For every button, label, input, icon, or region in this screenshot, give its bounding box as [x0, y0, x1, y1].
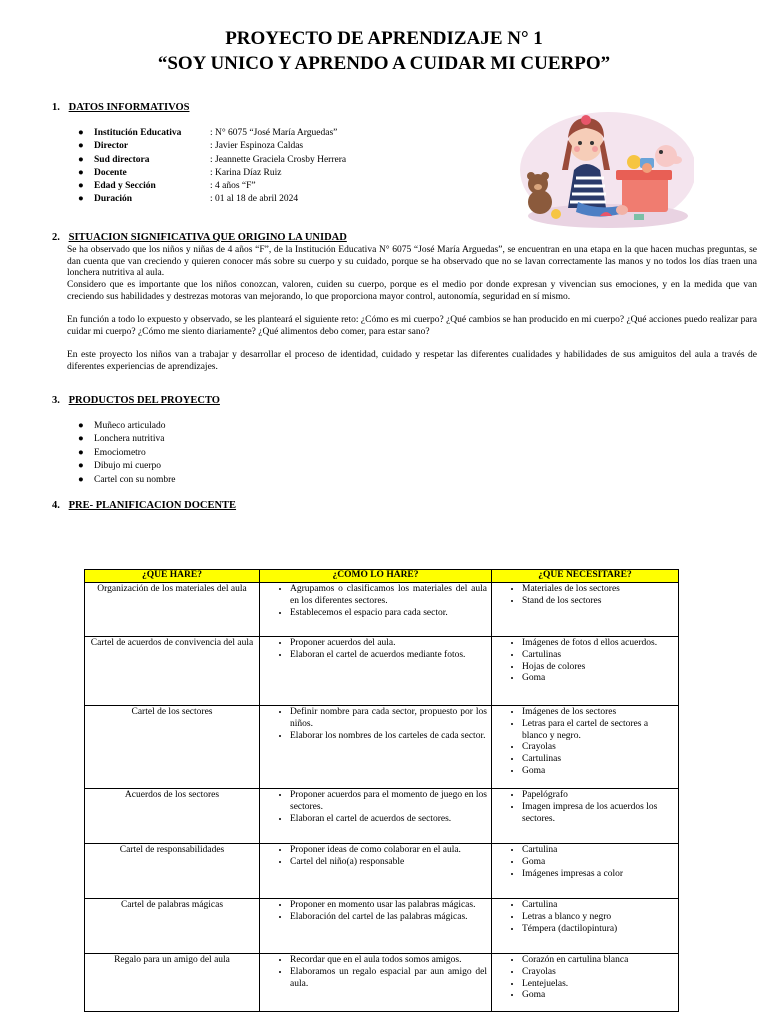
need-item: • Imágenes impresas a color	[522, 869, 674, 881]
table-row	[85, 899, 679, 954]
product-item	[78, 460, 176, 473]
how-cell	[260, 789, 492, 844]
section-4-label: PRE- PLANIFICACION DOCENTE	[68, 500, 237, 511]
section-3-label: PRODUCTOS DEL PROYECTO	[68, 395, 220, 406]
what-cell: Regalo para un amigo del aula	[85, 954, 260, 1012]
section-3-number: 3.	[52, 395, 60, 406]
info-value: : N° 6075 “José María Arguedas”	[210, 128, 338, 138]
info-label: Docente	[94, 167, 127, 178]
info-row	[78, 127, 346, 140]
info-row	[78, 193, 346, 206]
need-cell	[492, 706, 679, 789]
need-item: • Lentejuelas.	[522, 979, 674, 991]
need-cell	[492, 844, 679, 899]
header-need: ¿QUE NECESITARE?	[492, 570, 679, 583]
section-2-number: 2.	[52, 232, 60, 243]
bullet-icon: ●	[78, 421, 84, 431]
need-item: • Goma	[522, 766, 674, 778]
section-1-heading	[52, 102, 189, 113]
need-item: • Stand de los sectores	[522, 596, 674, 608]
need-item: • Cartulina	[522, 845, 674, 857]
info-value: : Karina Díaz Ruiz	[210, 167, 282, 178]
info-label: Sud directora	[94, 154, 150, 165]
how-item: • Agrupamos o clasificamos los materiales del aula en los diferentes sectores.	[290, 584, 487, 608]
what-cell: Cartel de los sectores	[85, 706, 260, 789]
info-row	[78, 167, 346, 180]
table-row	[85, 789, 679, 844]
need-item: • Crayolas	[522, 742, 674, 754]
need-item: • Corazón en cartulina blanca	[522, 955, 674, 967]
situation-paragraph-4: En este proyecto los niños van a trabajar y desarrollar el proceso de identidad, cuidado y respetar las diferentes cualidades y habilidades de sus amiguitos del aula a través de diferentes experiencias de aprendizajes.	[67, 350, 757, 372]
how-cell	[260, 637, 492, 706]
bullet-icon: ●	[78, 154, 84, 165]
info-label: Director	[94, 141, 129, 152]
info-list	[78, 127, 346, 207]
bullet-icon: ●	[78, 434, 84, 445]
info-label: Duración	[94, 194, 132, 205]
how-item: • Elaboración del cartel de las palabras mágicas.	[290, 912, 487, 924]
title-line-2: “SOY UNICO Y APRENDO A CUIDAR MI CUERPO”	[157, 53, 611, 74]
need-item: • Goma	[522, 857, 674, 869]
bullet-icon: ●	[78, 128, 84, 138]
need-item: • Letras para el cartel de sectores a blanco y negro.	[522, 719, 674, 743]
product-item	[78, 447, 176, 460]
bullet-icon: ●	[78, 461, 84, 472]
info-label: Institución Educativa	[94, 128, 182, 138]
need-item: • Cartulinas	[522, 650, 674, 662]
how-cell	[260, 954, 492, 1012]
table-row	[85, 583, 679, 637]
need-cell	[492, 583, 679, 637]
product-label: Lonchera nutritiva	[94, 434, 165, 445]
need-item: • Materiales de los sectores	[522, 584, 674, 596]
how-item: • Elaborar los nombres de los carteles de cada sector.	[290, 731, 487, 743]
how-cell	[260, 706, 492, 789]
need-cell	[492, 789, 679, 844]
how-item: • Establecemos el espacio para cada sector.	[290, 608, 487, 620]
planning-table-header	[85, 570, 679, 583]
need-cell	[492, 954, 679, 1012]
product-item	[78, 420, 176, 433]
bullet-icon: ●	[78, 181, 84, 192]
need-item: • Goma	[522, 990, 674, 1002]
how-item: • Elaboran el cartel de acuerdos mediante fotos.	[290, 650, 487, 662]
info-value: : 01 al 18 de abril 2024	[210, 194, 299, 205]
info-value: : Jeannette Graciela Crosby Herrera	[210, 154, 347, 165]
need-item: • Letras a blanco y negro	[522, 912, 674, 924]
product-label: Muñeco articulado	[94, 421, 166, 431]
bullet-icon: ●	[78, 447, 84, 458]
what-cell: Cartel de responsabilidades	[85, 844, 260, 899]
product-label: Cartel con su nombre	[94, 474, 176, 485]
how-item: • Elaboramos un regalo espacial par aun amigo del aula.	[290, 967, 487, 991]
how-item: • Elaboran el cartel de acuerdos de sectores.	[290, 814, 487, 826]
girl-with-toys-illustration	[516, 98, 694, 230]
section-1-number: 1.	[52, 102, 60, 113]
need-item: • Cartulinas	[522, 754, 674, 766]
situation-paragraph-1: Se ha observado que los niños y niñas de 4 años “F”, de la Institución Educativa N° 6075 “José María Arguedas”, se encuentran en una etapa en la que hacen muchas preguntas, se dan cuenta que van creciendo y quieren conocer más sobre su cuerpo y su cuidado, porque se ha observado que no se lavan correctamente las manos y no todos los días traen una lonchera nutritiva al aula.	[67, 245, 757, 279]
how-item: • Proponer acuerdos para el momento de juego en los sectores.	[290, 790, 487, 814]
how-item: • Cartel del niño(a) responsable	[290, 857, 487, 869]
section-4-number: 4.	[52, 500, 60, 511]
bullet-icon: ●	[78, 474, 84, 485]
need-item: • Goma	[522, 673, 674, 685]
what-cell: Organización de los materiales del aula	[85, 583, 260, 637]
product-item	[78, 433, 176, 446]
table-row	[85, 706, 679, 789]
table-row	[85, 637, 679, 706]
need-item: • Imagen impresa de los acuerdos los sectores.	[522, 802, 674, 826]
how-item: • Recordar que en el aula todos somos amigos.	[290, 955, 487, 967]
info-row	[78, 154, 346, 167]
how-cell	[260, 899, 492, 954]
info-row	[78, 180, 346, 193]
section-2-label: SITUACION SIGNIFICATIVA QUE ORIGINO LA UNIDAD	[68, 232, 347, 243]
bullet-icon: ●	[78, 194, 84, 205]
planning-table-body	[85, 583, 679, 1012]
need-item: • Papelógrafo	[522, 790, 674, 802]
info-value: : 4 años “F”	[210, 181, 256, 192]
what-cell: Cartel de acuerdos de convivencia del aula	[85, 637, 260, 706]
table-row	[85, 844, 679, 899]
need-item: • Imágenes de fotos d ellos acuerdos.	[522, 638, 674, 650]
section-4-heading	[52, 500, 236, 511]
info-row	[78, 140, 346, 153]
what-cell: Acuerdos de los sectores	[85, 789, 260, 844]
section-2-heading	[52, 232, 347, 243]
section-3-heading	[52, 395, 220, 406]
planning-table	[84, 569, 679, 1012]
how-item: • Definir nombre para cada sector, propuesto por los niños.	[290, 707, 487, 731]
product-item	[78, 474, 176, 487]
section-1-label: DATOS INFORMATIVOS	[68, 102, 190, 113]
need-item: • Crayolas	[522, 967, 674, 979]
situation-paragraph-3: En función a todo lo expuesto y observado, se les planteará el siguiente reto: ¿Cómo es mi cuerpo? ¿Qué cambios se han producido en mi cuerpo? ¿Qué acciones puedo realizar para cuidar mi cuerpo? ¿Cómo me siento diariamente? ¿Qué alimentos debo comer, para estar sano?	[67, 315, 757, 337]
how-item: • Proponer acuerdos del aula.	[290, 638, 487, 650]
need-item: • Cartulina	[522, 900, 674, 912]
title-line-1: PROYECTO DE APRENDIZAJE N° 1	[225, 28, 543, 49]
product-label: Emociometro	[94, 447, 146, 458]
need-cell	[492, 899, 679, 954]
header-what: ¿QUE HARE?	[85, 570, 260, 583]
bullet-icon: ●	[78, 141, 84, 152]
situation-paragraph-2: Considero que es importante que los niños conozcan, valoren, cuiden su cuerpo, porque es el medio por donde expresan y vivencian sus emociones, y en la medida que van creciendo sus habilidades y destrezas motoras van mejorando, lo que proporciona mayor control, autonomía, seguridad en sí mismo.	[67, 280, 757, 302]
need-item: • Témpera (dactilopintura)	[522, 924, 674, 936]
product-label: Dibujo mi cuerpo	[94, 461, 162, 472]
products-list	[78, 420, 176, 487]
info-value: : Javier Espinoza Caldas	[210, 141, 304, 152]
need-item: • Imágenes de los sectores	[522, 707, 674, 719]
bullet-icon: ●	[78, 167, 84, 178]
how-item: • Proponer ideas de como colaborar en el aula.	[290, 845, 487, 857]
table-row	[85, 954, 679, 1012]
header-how: ¿COMO LO HARE?	[260, 570, 492, 583]
how-cell	[260, 583, 492, 637]
info-label: Edad y Sección	[94, 181, 156, 192]
need-cell	[492, 637, 679, 706]
need-item: • Hojas de colores	[522, 662, 674, 674]
what-cell: Cartel de palabras mágicas	[85, 899, 260, 954]
how-cell	[260, 844, 492, 899]
how-item: • Proponer en momento usar las palabras mágicas.	[290, 900, 487, 912]
